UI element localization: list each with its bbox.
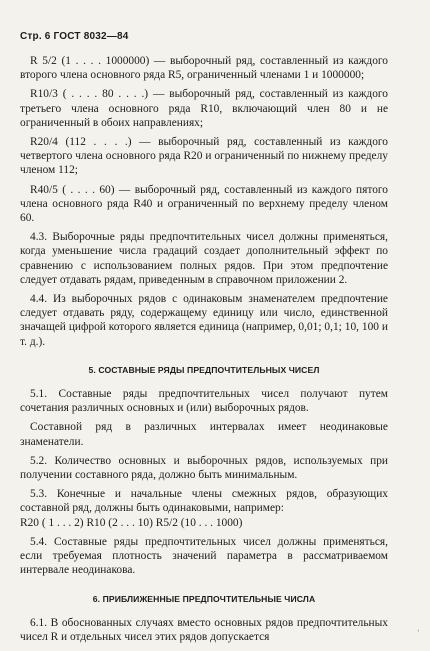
section-6-heading: 6. ПРИБЛИЖЕННЫЕ ПРЕДПОЧТИТЕЛЬНЫЕ ЧИСЛА (92, 593, 316, 604)
clause-5-2-paragraph: 5.2. Количество основных и выборочных рядов, используемых при получении составного ряда, должно быть минимальным. (20, 454, 388, 482)
composite-series-formula: R20 ( 1 . . . 2) R10 (2 . . . 10) R5/2 (10 . . . 1000) (20, 516, 243, 529)
clause-4-4-paragraph: 4.4. Из выборочных рядов с одинаковым знаменателем предпочтение следует отдавать ряду, содержащему единицу или число, единственной значащей цифрой которого является единица (например, 0,01; 0,1; 10, 100 и т. д.). (20, 293, 388, 348)
section-5-heading: 5. СОСТАВНЫЕ РЯДЫ ПРЕДПОЧТИТЕЛЬНЫХ ЧИСЕЛ (88, 364, 320, 375)
clause-6-1-paragraph: 6.1. В обоснованных случаях вместо основных рядов предпочтительных чисел R и отдельных чисел этих рядов допускается (20, 616, 388, 643)
clause-5-1-paragraph: 5.1. Составные ряды предпочтительных чисел получают путем сочетания различных основных и (или) выборочных рядов. (20, 388, 388, 415)
series-r40-5-paragraph: R40/5 ( . . . . 60) — выборочный ряд, составленный из каждого пятого члена основного ряда R40 и ограниченный по верхнему пределу членом 60. (20, 183, 388, 225)
composite-series-paragraph: Составной ряд в различных интервалах имеет неодинаковые знаменатели. (20, 421, 388, 448)
series-r5-2-paragraph: R 5/2 (1 . . . . 1000000) — выборочный ряд, составленный из каждого второго члена основного ряда R5, ограниченный членами 1 и 1000000; (20, 55, 388, 82)
series-r20-4-paragraph: R20/4 (112 . . . .) — выборочный ряд, составленный из каждого четвертого члена основного ряда R20 и ограниченный по нижнему пределу членом 112; (20, 136, 388, 177)
clause-5-4-paragraph: 5.4. Составные ряды предпочтительных чисел должны применяться, если требуемая плотность значений параметра в рассматриваемом интервале неодинакова. (20, 535, 388, 577)
scan-mark: ʻ (417, 628, 420, 637)
page-content (20, 54, 388, 644)
series-r10-3-paragraph: R10/3 ( . . . . 80 . . . .) — выборочный ряд, составленный из каждого третьего члена основного ряда R10, включающий член 80 и не ограниченный в обоих направлениях; (20, 88, 388, 129)
page-header: Стр. 6 ГОСТ 8032—84 (20, 31, 129, 42)
clause-4-3-paragraph: 4.3. Выборочные ряды предпочтительных чисел должны применяться, когда уменьшение числа градаций создает дополнительный эффект по сравнению с использованием полных рядов. При этом предпочтение следует отдавать рядам, приведенным в справочном приложении 2. (20, 231, 388, 286)
clause-5-3-paragraph: 5.3. Конечные и начальные члены смежных рядов, образующих составной ряд, должны быть одинаковыми, например: (20, 488, 388, 515)
